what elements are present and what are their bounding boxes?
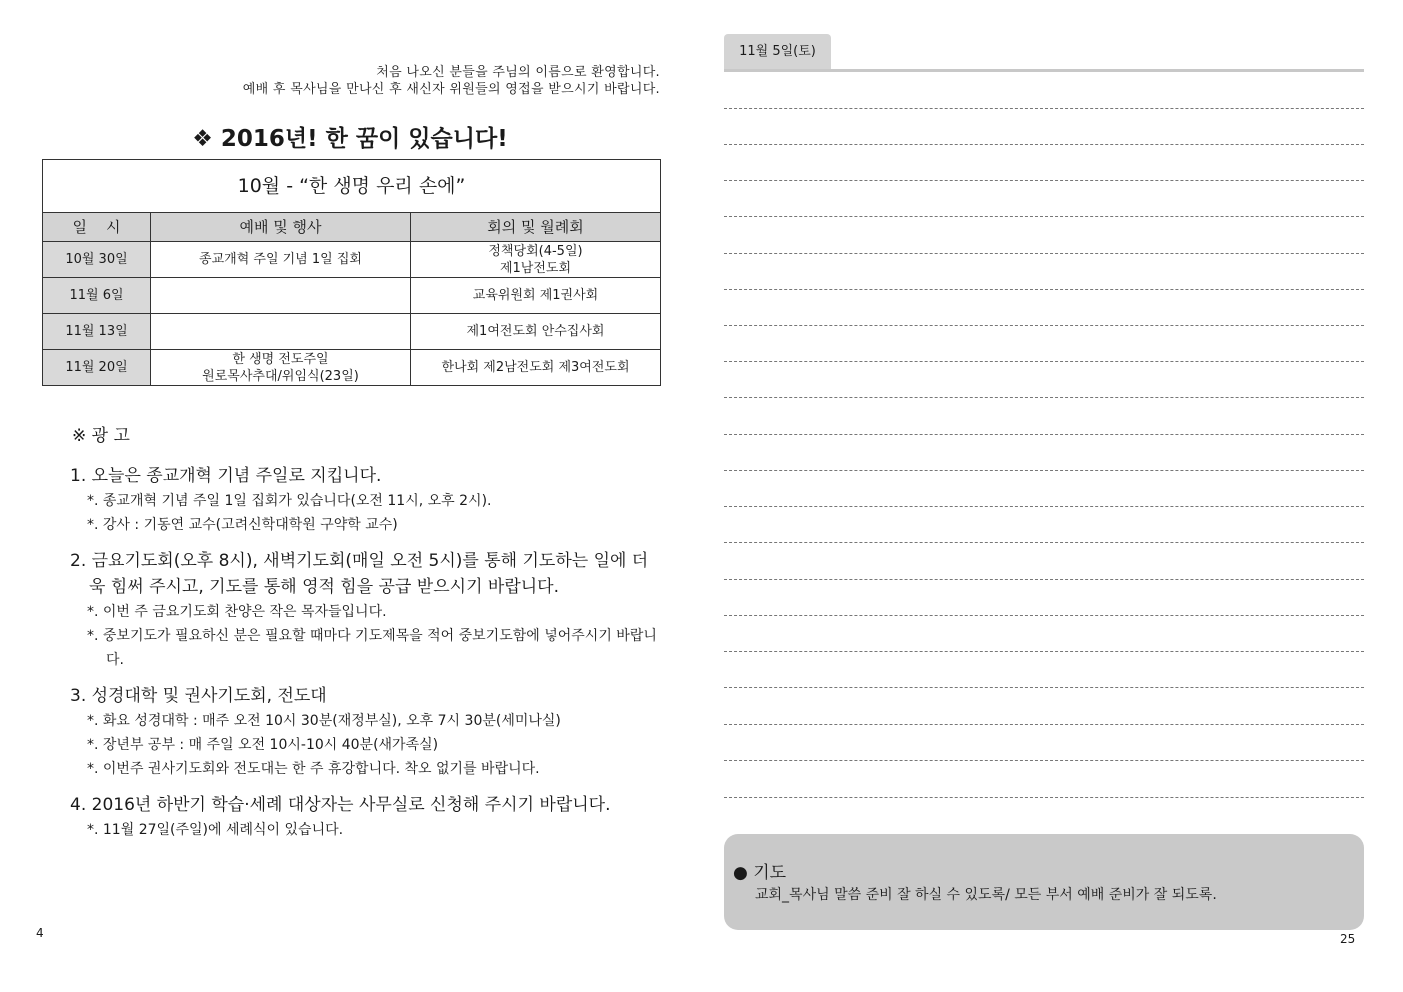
announcement-item [70, 463, 664, 537]
left-page [0, 0, 700, 992]
meeting-line: 교육위원회 제1권사회 [472, 288, 599, 303]
note-line [724, 180, 1364, 181]
announcement-detail: *. 11월 27일(주일)에 세례식이 있습니다. [87, 822, 344, 838]
announcement-main: 2. 금요기도회(오후 8시), 새벽기도회(매일 오전 5시)를 통해 기도하는 일에 더욱 힘써 주시고, 기도를 통해 영적 힘을 공급 받으시기 바랍니다. [70, 551, 649, 597]
row-date: 11월 20일 [43, 350, 151, 386]
announcement-item [70, 683, 664, 781]
row-events [151, 314, 411, 350]
note-line [724, 651, 1364, 652]
page-number: 25 [1340, 932, 1356, 946]
note-line [724, 797, 1364, 798]
announcement-detail: *. 이번 주 금요기도회 찬양은 작은 목자들입니다. [87, 604, 387, 620]
row-meetings [411, 278, 661, 314]
note-line [724, 108, 1364, 109]
row-meetings [411, 314, 661, 350]
row-events [151, 278, 411, 314]
header-meetings: 회의 및 월례회 [411, 213, 661, 242]
table-row [43, 350, 661, 386]
announcement-main: 4. 2016년 하반기 학습·세례 대상자는 사무실로 신청해 주시기 바랍니다. [70, 795, 611, 815]
header-date: 일 시 [43, 213, 151, 242]
announcement-detail: *. 이번주 권사기도회와 전도대는 한 주 휴강합니다. 착오 없기를 바랍니다. [87, 761, 540, 777]
announcement-main: 1. 오늘은 종교개혁 기념 주일로 지킵니다. [70, 466, 382, 486]
announcement-item [70, 548, 664, 672]
tab-underline [724, 69, 1364, 72]
note-line [724, 253, 1364, 254]
schedule-header-row [43, 213, 661, 242]
note-line [724, 216, 1364, 217]
table-row [43, 314, 661, 350]
prayer-heading: ● 기도 [733, 863, 787, 883]
row-date: 11월 6일 [43, 278, 151, 314]
row-date: 10월 30일 [43, 242, 151, 278]
note-line [724, 434, 1364, 435]
header-events: 예배 및 행사 [151, 213, 411, 242]
welcome-line: 처음 나오신 분들을 주님의 이름으로 환영합니다. [376, 65, 660, 80]
announcement-detail: *. 종교개혁 기념 주일 1일 집회가 있습니다(오전 11시, 오후 2시). [87, 493, 492, 509]
note-line [724, 470, 1364, 471]
note-line [724, 144, 1364, 145]
note-line [724, 579, 1364, 580]
event-line: 한 생명 전도주일 [232, 351, 329, 367]
announcement-detail: *. 장년부 공부 : 매 주일 오전 10시-10시 40분(새가족실) [87, 737, 439, 753]
note-line [724, 397, 1364, 398]
row-meetings [411, 350, 661, 386]
row-meetings [411, 242, 661, 278]
note-line [724, 615, 1364, 616]
note-line [724, 760, 1364, 761]
event-line: 원로목사추대/위임식(23일) [202, 368, 359, 384]
announcement-list [70, 463, 664, 853]
announcement-item [70, 792, 664, 842]
meeting-line: 한나회 제2남전도회 제3여전도회 [441, 360, 630, 375]
event-line: 종교개혁 주일 기념 1일 집회 [199, 252, 362, 267]
prayer-box [724, 834, 1364, 930]
schedule-title: 10월 - “한 생명 우리 손에” [43, 160, 661, 213]
prayer-text: 교회_목사님 말씀 준비 잘 하실 수 있도록/ 모든 부서 예배 준비가 잘 되도록. [755, 887, 1217, 903]
right-page [700, 0, 1403, 992]
table-row [43, 242, 661, 278]
announcement-detail: *. 화요 성경대학 : 매주 오전 10시 30분(재정부실), 오후 7시 30분(세미나실) [87, 713, 561, 729]
welcome-message [243, 64, 660, 98]
meeting-line: 제1여전도회 안수집사회 [466, 324, 605, 339]
note-line [724, 289, 1364, 290]
row-events [151, 350, 411, 386]
monthly-schedule-table [42, 159, 661, 386]
announcement-detail: *. 중보기도가 필요하신 분은 필요할 때마다 기도제목을 적어 중보기도함에 넣어주시기 바랍니다. [87, 628, 657, 668]
note-line [724, 687, 1364, 688]
date-tab: 11월 5일(토) [724, 34, 831, 70]
note-line [724, 506, 1364, 507]
welcome-line: 예배 후 목사님을 만나신 후 새신자 위원들의 영접을 받으시기 바랍니다. [242, 82, 660, 97]
page-number: 4 [36, 926, 44, 940]
announcement-main: 3. 성경대학 및 권사기도회, 전도대 [70, 686, 327, 706]
announcements-title: ※ 광 고 [72, 426, 130, 446]
row-date: 11월 13일 [43, 314, 151, 350]
note-line [724, 361, 1364, 362]
announcement-detail: *. 강사 : 기동연 교수(고려신학대학원 구약학 교수) [87, 517, 398, 533]
meeting-line: 정책당회(4-5일) [488, 243, 583, 259]
note-line [724, 542, 1364, 543]
table-row [43, 278, 661, 314]
yearly-vision-headline: ❖ 2016년! 한 꿈이 있습니다! [192, 126, 508, 152]
note-line [724, 724, 1364, 725]
note-line [724, 325, 1364, 326]
row-events [151, 242, 411, 278]
meeting-line: 제1남전도회 [499, 260, 572, 276]
